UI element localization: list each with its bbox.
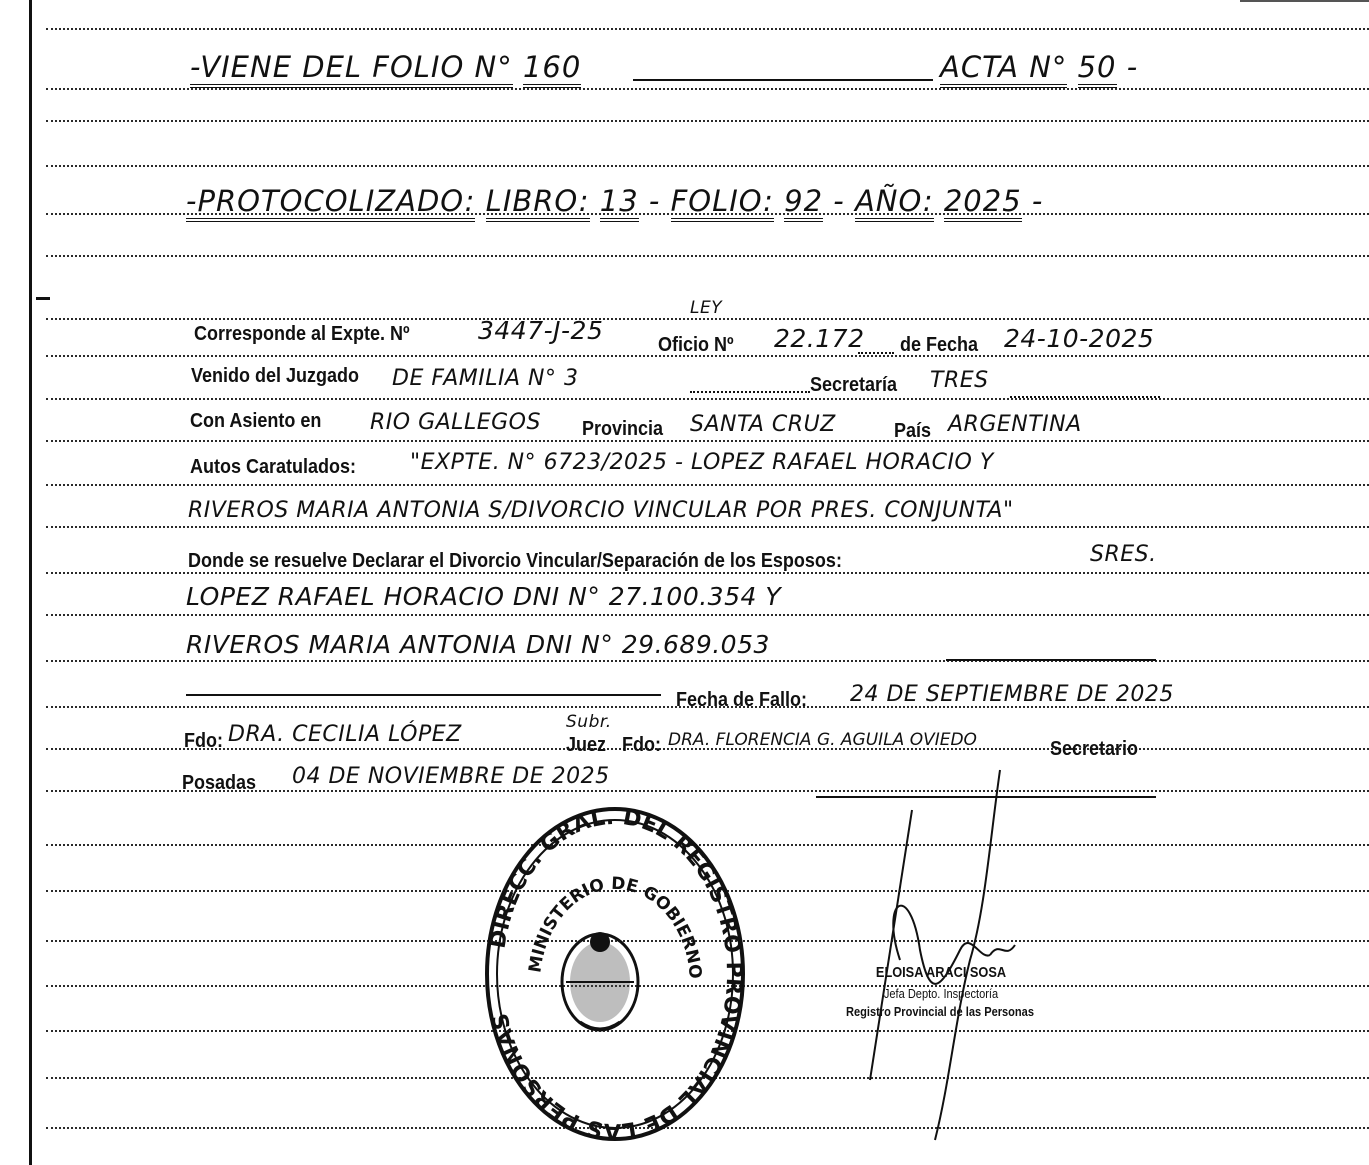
fecha-value: 24-10-2025	[1004, 324, 1155, 353]
asiento-value: RIO GALLEGOS	[370, 410, 541, 435]
ruled-line	[46, 255, 1369, 257]
autos-line1: "EXPTE. N° 6723/2025 - LOPEZ RAFAEL HORACIO Y	[410, 450, 994, 475]
juzgado-label: Venido del Juzgado	[191, 365, 360, 387]
posadas-value: 04 DE NOVIEMBRE DE 2025	[292, 764, 610, 789]
left-margin-rule	[29, 0, 32, 1165]
header-viene: -VIENE DEL FOLIO N° 160	[190, 50, 581, 84]
juez-label: Juez	[566, 734, 607, 756]
handwritten-signature	[840, 760, 1060, 1150]
spouse-2: RIVEROS MARIA ANTONIA DNI N° 29.689.053	[186, 630, 770, 659]
ruled-line	[46, 526, 1369, 528]
autos-label: Autos Caratulados:	[190, 456, 357, 478]
ruled-line	[46, 660, 1369, 662]
oficio-label: Oficio Nº	[658, 334, 734, 356]
ruled-line	[46, 614, 1369, 616]
oficio-note: LEY	[690, 298, 723, 318]
fecha-label: de Fecha	[900, 334, 979, 356]
official-seal	[480, 804, 750, 1144]
secretario-value: DRA. FLORENCIA G. AGUILA OVIEDO	[668, 730, 977, 750]
ruled-line	[46, 398, 1369, 400]
secretario-label: Secretario	[1050, 738, 1139, 760]
juez-note: Subr.	[566, 712, 612, 732]
ruled-line	[46, 484, 1369, 486]
posadas-label: Posadas	[182, 772, 257, 794]
expte-label: Corresponde al Expte. Nº	[194, 323, 410, 345]
header-acta: ACTA N° 50 -	[940, 50, 1138, 84]
provincia-label: Provincia	[582, 418, 664, 440]
header-rule	[633, 79, 933, 81]
ruled-line	[46, 28, 1369, 30]
asiento-label: Con Asiento en	[190, 410, 322, 432]
pais-label: País	[894, 420, 932, 442]
fallo-value: 24 DE SEPTIEMBRE DE 2025	[850, 682, 1174, 707]
spouse-1: LOPEZ RAFAEL HORACIO DNI N° 27.100.354 Y	[186, 582, 782, 611]
top-edge-line	[1240, 0, 1369, 2]
ruled-line	[46, 440, 1369, 442]
provincia-value: SANTA CRUZ	[690, 412, 836, 437]
margin-tick	[36, 297, 50, 300]
secretaria-label: Secretaría	[810, 374, 898, 396]
juzgado-value: DE FAMILIA N° 3	[392, 366, 579, 391]
autos-line2: RIVEROS MARIA ANTONIA S/DIVORCIO VINCULAR POR PRES. CONJUNTA"	[188, 498, 1014, 523]
coat-of-arms-icon	[562, 932, 638, 1030]
fallo-label: Fecha de Fallo:	[676, 689, 808, 711]
seal-outer-text: DIRECC. GRAL. DEL REGISTRO PROVINCIAL DE LAS PERSONAS	[485, 804, 747, 1144]
ruled-line	[46, 318, 1369, 320]
signer-name: ELOISA ARACI SOSA	[875, 964, 1007, 981]
juez-value: DRA. CECILIA LÓPEZ	[228, 722, 462, 747]
signer-office: Registro Provincial de las Personas	[846, 1004, 1034, 1019]
ruled-line	[46, 88, 1369, 90]
signer-title: Jefa Depto. Inspectoría	[883, 986, 999, 1001]
pais-value: ARGENTINA	[948, 412, 1082, 437]
oficio-value: 22.172	[774, 324, 865, 353]
fdo-label-1: Fdo:	[184, 730, 223, 752]
fdo-label-2: Fdo:	[622, 734, 661, 756]
ruled-line	[46, 165, 1369, 167]
seal-inner-text: MINISTERIO DE GOBIERNO	[525, 873, 706, 980]
secretaria-value: TRES	[930, 368, 989, 393]
ruled-line	[46, 120, 1369, 122]
protocol-line: -PROTOCOLIZADO: LIBRO: 13 - FOLIO: 92 - AÑO: 2025 -	[186, 184, 1043, 218]
expte-value: 3447-J-25	[478, 316, 604, 345]
resuelve-value: SRES.	[1090, 542, 1157, 567]
resuelve-label: Donde se resuelve Declarar el Divorcio Vincular/Separación de los Esposos:	[188, 550, 842, 572]
